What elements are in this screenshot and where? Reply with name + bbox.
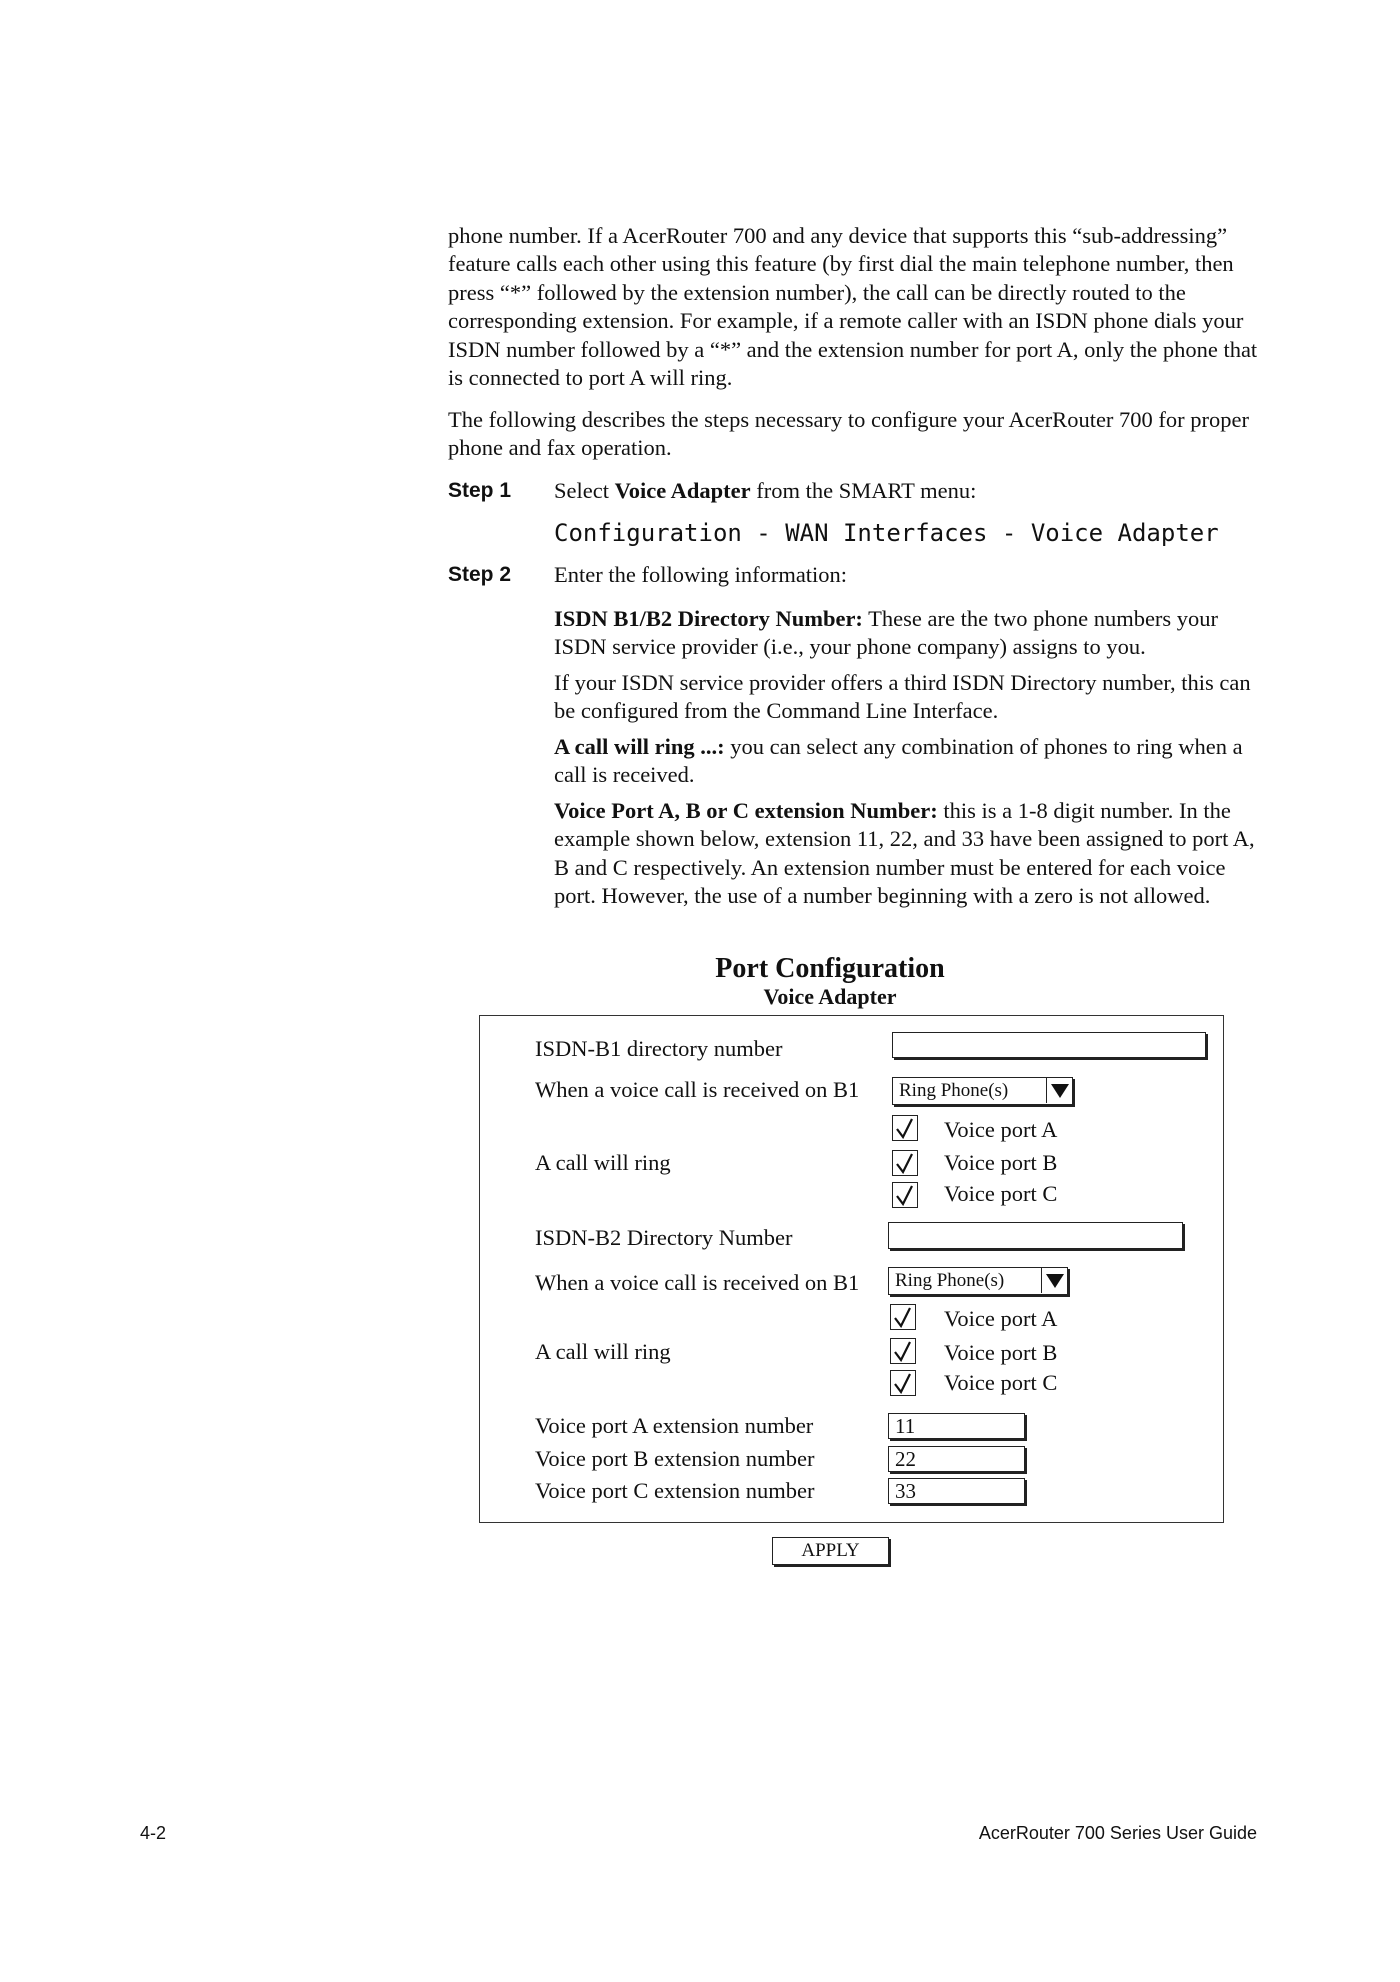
figure-title: Port Configuration <box>715 953 945 984</box>
b1-port-b-checkbox[interactable] <box>892 1150 918 1176</box>
b2-ring-select-value: Ring Phone(s) <box>895 1270 1005 1291</box>
b1-port-c-label: Voice port C <box>944 1181 1058 1206</box>
b1-ring-select[interactable] <box>892 1077 1073 1105</box>
intro-paragraph-1: phone number. If a AcerRouter 700 and any device that supports this “sub-addressing” feature calls each other using this feature (by first dial the main telephone number, then press “*” followed by the extension number), the call can be directly routed to the corresponding extension. For example, if a remote caller with an ISDN phone dials your ISDN number followed by a “*” and the extension number for port A, only the phone that is connected to port A will ring. <box>448 223 1258 391</box>
b1-dropdown-button[interactable] <box>1046 1078 1072 1103</box>
b2-ring-label: A call will ring <box>535 1339 671 1364</box>
b2-port-a-label: Voice port A <box>944 1306 1058 1331</box>
ext-a-input[interactable] <box>888 1413 1025 1439</box>
instruction-third-number: If your ISDN service provider offers a third ISDN Directory number, this can be configured from the Command Line Interface. <box>554 670 1251 724</box>
b2-port-c-label: Voice port C <box>944 1370 1058 1395</box>
check-icon <box>893 1340 913 1362</box>
triangle-down-icon <box>1051 1083 1069 1099</box>
step-1-text <box>554 477 1274 505</box>
instruction-ring-text: you can select any combination of phones to ring when a call is received. <box>554 734 1243 788</box>
b2-directory-input[interactable] <box>888 1222 1183 1249</box>
step-1-bold: Voice Adapter <box>614 478 751 503</box>
check-icon <box>895 1117 915 1139</box>
instruction-voiceport <box>554 797 1260 911</box>
step-2-text: Enter the following information: <box>554 562 848 587</box>
b2-dropdown-button[interactable] <box>1041 1268 1067 1293</box>
ext-a-value: 11 <box>895 1414 916 1438</box>
check-icon <box>895 1152 915 1174</box>
step-1-label: Step 1 <box>448 479 512 502</box>
b1-port-c-checkbox[interactable] <box>892 1182 918 1208</box>
figure-subtitle: Voice Adapter <box>763 984 897 1009</box>
port-configuration-form <box>479 1015 1224 1523</box>
ext-c-input[interactable] <box>888 1478 1025 1504</box>
page-number: 4-2 <box>140 1823 167 1843</box>
ext-a-label: Voice port A extension number <box>535 1413 814 1438</box>
check-icon <box>893 1306 913 1328</box>
apply-button[interactable]: APPLY <box>772 1537 889 1565</box>
b1-directory-input[interactable] <box>892 1032 1206 1058</box>
instruction-ring-term: A call will ring ...: <box>554 734 725 759</box>
guide-title: AcerRouter 700 Series User Guide <box>978 1823 1257 1843</box>
b1-when-label: When a voice call is received on B1 <box>535 1077 860 1102</box>
instruction-isdn-text: These are the two phone numbers your ISDN service provider (i.e., your phone company) assigns to you. <box>554 606 1219 660</box>
intro-paragraph-2: The following describes the steps necessary to configure your AcerRouter 700 for proper phone and fax operation. <box>448 407 1250 461</box>
ext-b-label: Voice port B extension number <box>535 1446 815 1471</box>
b2-port-c-checkbox[interactable] <box>890 1370 916 1396</box>
triangle-down-icon <box>1046 1273 1064 1289</box>
ext-c-value: 33 <box>895 1479 916 1503</box>
b1-port-a-label: Voice port A <box>944 1117 1058 1142</box>
instruction-voiceport-text: this is a 1-8 digit number. In the example shown below, extension 11, 22, and 33 have been assigned to port A, B and C respectively. An extension number must be entered for each voice port. However, the use of a number beginning with a zero is not allowed. <box>554 798 1255 909</box>
b1-port-a-checkbox[interactable] <box>892 1115 918 1141</box>
b2-port-a-checkbox[interactable] <box>890 1304 916 1330</box>
instruction-isdn-term: ISDN B1/B2 Directory Number: <box>554 606 863 631</box>
b2-port-b-checkbox[interactable] <box>890 1338 916 1364</box>
step-1-suffix: from the SMART menu: <box>750 478 977 503</box>
check-icon <box>893 1372 913 1394</box>
instruction-isdn <box>554 605 1260 662</box>
ext-b-value: 22 <box>895 1447 916 1471</box>
b1-port-b-label: Voice port B <box>944 1150 1058 1175</box>
b2-directory-label: ISDN-B2 Directory Number <box>535 1225 793 1250</box>
ext-b-input[interactable] <box>888 1446 1025 1472</box>
menu-path: Configuration - WAN Interfaces - Voice Adapter <box>554 519 1219 547</box>
b2-port-b-label: Voice port B <box>944 1340 1058 1365</box>
instruction-voiceport-term: Voice Port A, B or C extension Number: <box>554 798 938 823</box>
b1-ring-label: A call will ring <box>535 1150 671 1175</box>
b2-when-label: When a voice call is received on B1 <box>535 1270 860 1295</box>
step-2-label: Step 2 <box>448 563 512 586</box>
b1-directory-label: ISDN-B1 directory number <box>535 1036 783 1061</box>
instruction-ring <box>554 733 1260 790</box>
ext-c-label: Voice port C extension number <box>535 1478 815 1503</box>
step-1-prefix: Select <box>554 478 615 503</box>
check-icon <box>895 1184 915 1206</box>
b2-ring-select[interactable] <box>888 1267 1068 1295</box>
b1-ring-select-value: Ring Phone(s) <box>899 1080 1009 1101</box>
